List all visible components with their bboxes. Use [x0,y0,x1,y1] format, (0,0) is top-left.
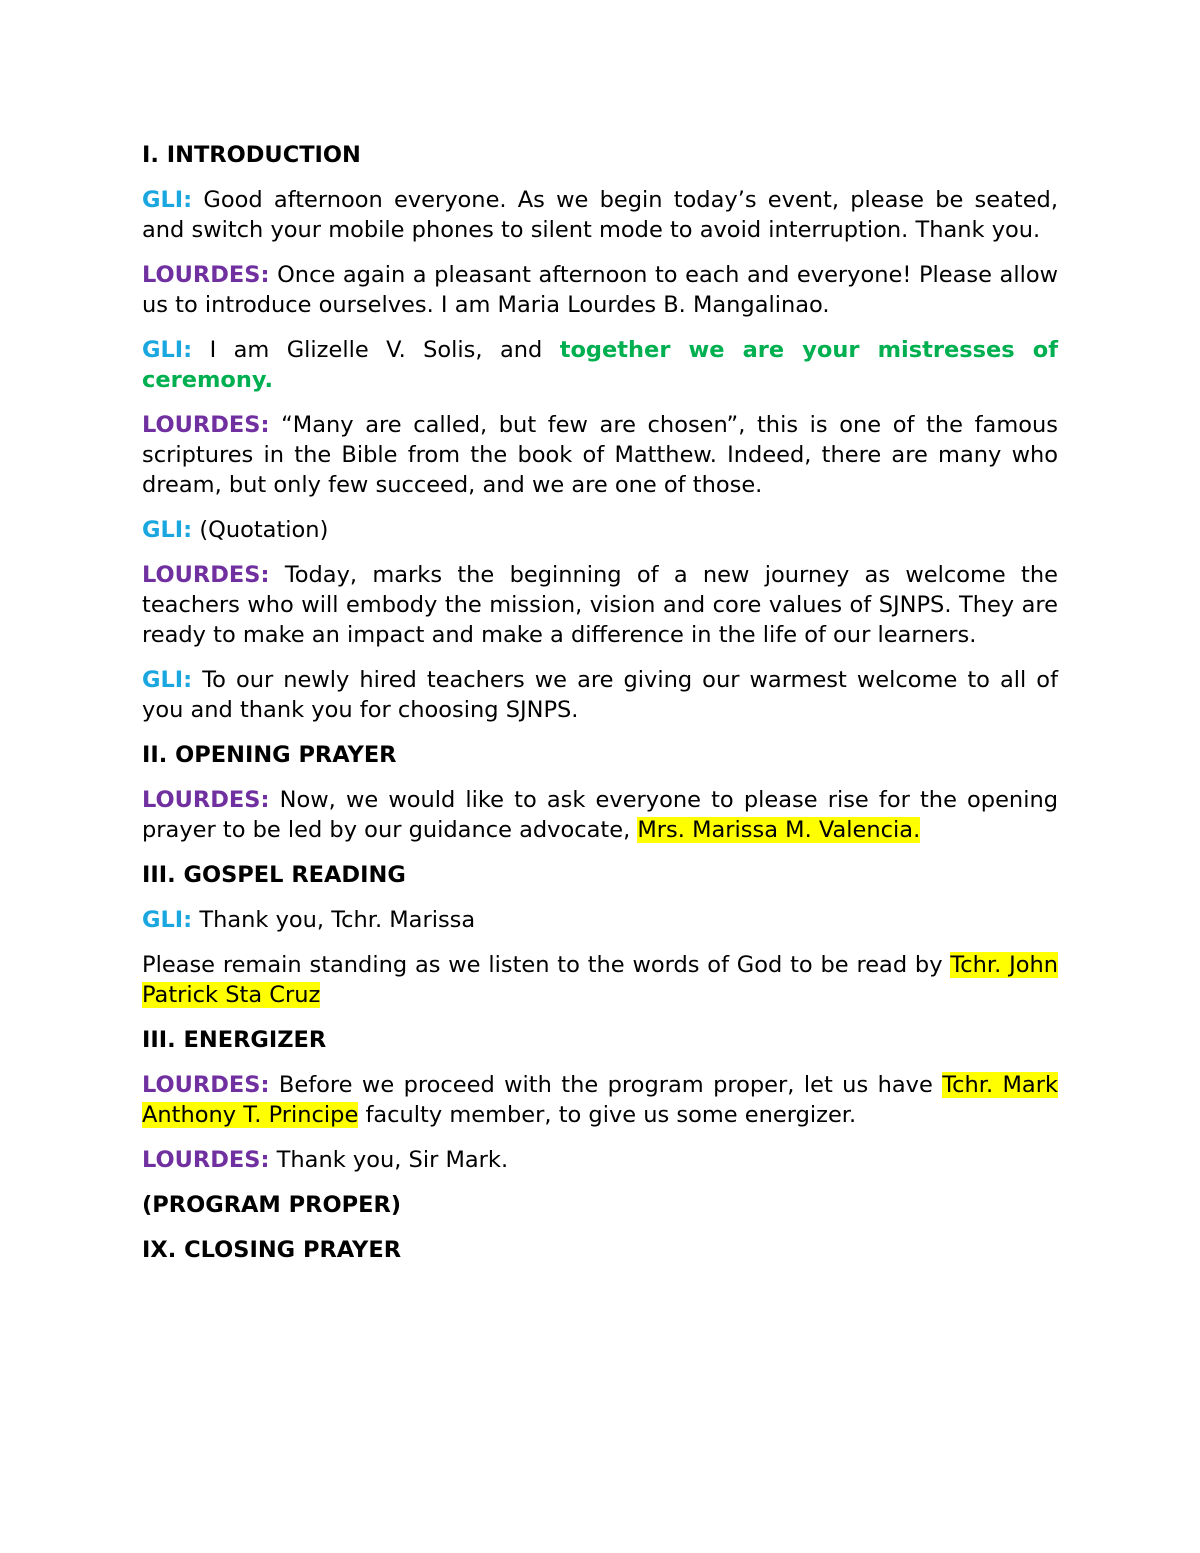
line-text: Today, marks the beginning of a new journey as welcome the teachers who will embody the mission, vision and core values of SJNPS. They are ready to make an impact and make a difference in the life of our learners. [142,562,1058,648]
section-heading-gospel-reading: III. GOSPEL READING [142,862,406,888]
speaker-gli: GLI: [142,907,193,933]
speaker-gli: GLI: [142,517,193,543]
speaker-lourdes: LOURDES: [142,262,270,288]
section-heading-energizer: III. ENERGIZER [142,1027,327,1053]
highlighted-name: Tchr. Mark Anthony T. Principe [142,1072,1058,1128]
line-text: (Quotation) [192,517,329,543]
script-line-gospel-reader [142,950,1058,1010]
highlighted-name: Tchr. John Patrick Sta Cruz [142,952,1058,1008]
highlighted-name: Mrs. Marissa M. Valencia. [637,817,921,843]
emphasis-text: together we are your mistresses of ceremony. [142,337,1059,393]
script-line-gli-welcome-teachers [142,665,1058,725]
section-heading-closing-prayer: IX. CLOSING PRAYER [142,1237,402,1263]
speaker-lourdes: LOURDES: [142,787,270,813]
script-line-lourdes-prayer [142,785,1058,845]
speaker-gli: GLI: [142,337,193,363]
line-text: Before we proceed with the program proper, let us have [269,1072,943,1098]
section-heading-introduction: I. INTRODUCTION [142,142,361,168]
script-line-lourdes-energizer [142,1070,1058,1130]
script-line-gli-thanks [142,905,1058,935]
line-text: I am Glizelle V. Solis, and [192,337,560,363]
speaker-lourdes: LOURDES: [142,562,270,588]
line-text: Good afternoon everyone. As we begin today’s event, please be seated, and switch your mobile phones to silent mode to avoid interruption. Thank you. [142,187,1058,243]
script-line-gli-intro [142,335,1058,395]
script-line-gli-welcome [142,185,1058,245]
speaker-lourdes: LOURDES: [142,412,270,438]
script-line-gli-quotation [142,515,1058,545]
script-line-lourdes-thanks [142,1145,1058,1175]
speaker-lourdes: LOURDES: [142,1072,270,1098]
script-line-lourdes-journey [142,560,1058,650]
script-line-lourdes-quote [142,410,1058,500]
script-line-lourdes-intro [142,260,1058,320]
speaker-gli: GLI: [142,187,193,213]
document-page [142,140,1058,1280]
speaker-lourdes: LOURDES: [142,1147,270,1173]
line-text: faculty member, to give us some energizer. [358,1102,857,1128]
line-text: Thank you, Sir Mark. [269,1147,509,1173]
line-text: Please remain standing as we listen to the words of God to be read by [142,952,951,978]
line-text: Once again a pleasant afternoon to each and everyone! Please allow us to introduce ourselves. I am Maria Lourdes B. Mangalinao. [142,262,1058,318]
line-text: “Many are called, but few are chosen”, this is one of the famous scriptures in the Bible from the book of Matthew. Indeed, there are many who dream, but only few succeed, and we are one of those. [142,412,1058,498]
line-text: Thank you, Tchr. Marissa [192,907,476,933]
speaker-gli: GLI: [142,667,193,693]
section-heading-opening-prayer: II. OPENING PRAYER [142,742,397,768]
line-text: Now, we would like to ask everyone to please rise for the opening prayer to be led by our guidance advocate, [142,787,1058,843]
section-heading-program-proper: (PROGRAM PROPER) [142,1192,402,1218]
line-text: To our newly hired teachers we are giving our warmest welcome to all of you and thank you for choosing SJNPS. [142,667,1058,723]
